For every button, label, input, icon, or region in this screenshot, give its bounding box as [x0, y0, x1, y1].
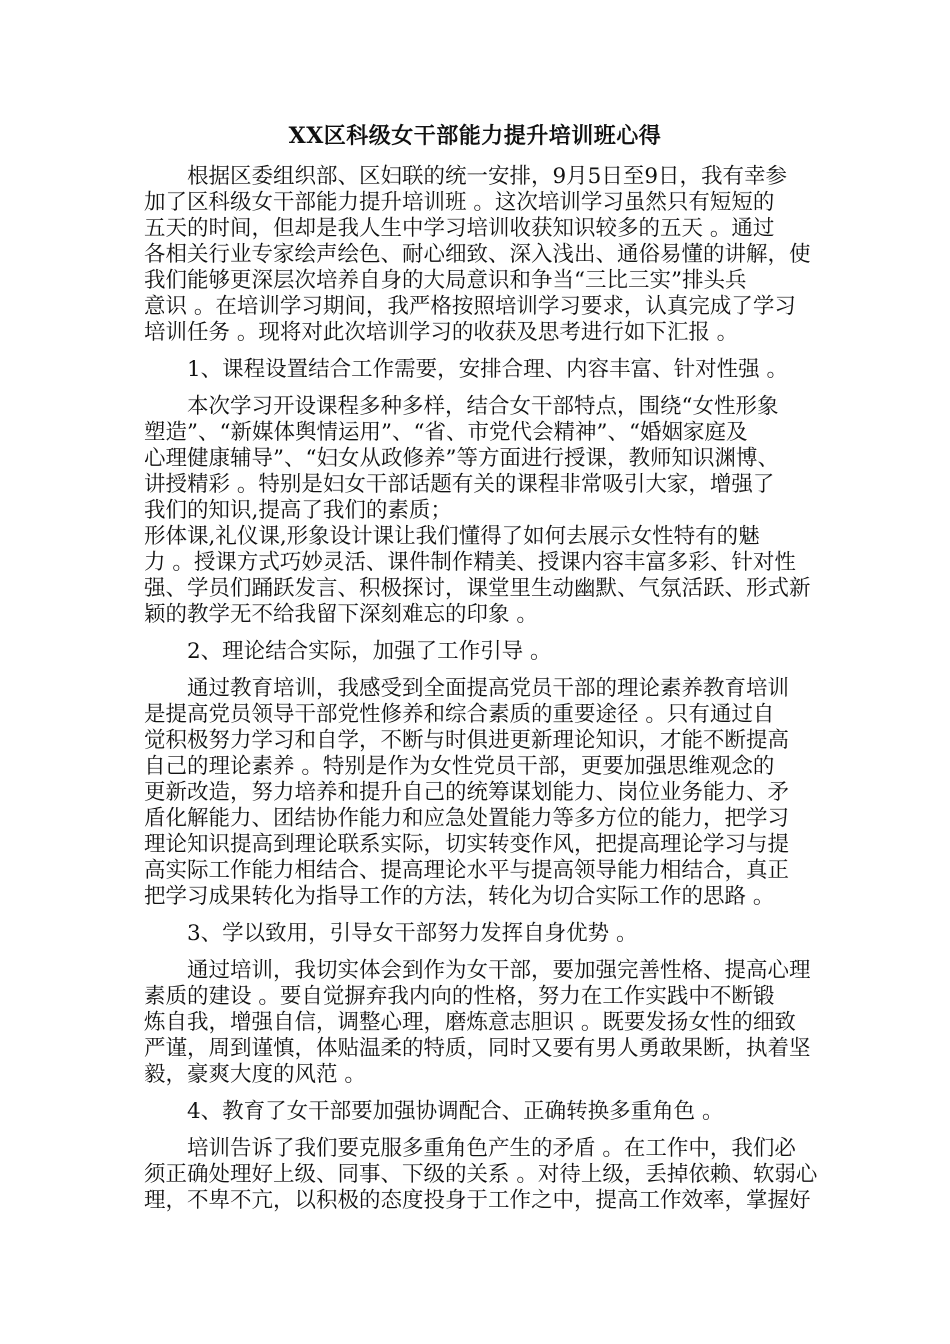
text-line: 盾化解能力、团结协作能力和应急处置能力等多方位的能力，把学习	[144, 806, 790, 831]
text-line: 意识 。在培训学习期间，我严格按照培训学习要求，认真完成了学习	[144, 294, 796, 319]
text-line: 把学习成果转化为指导工作的方法，转化为切合实际工作的思路 。	[144, 884, 775, 909]
document-title: XX区科级女干部能力提升培训班心得	[288, 123, 662, 149]
section-heading: 1、课程设置结合工作需要，安排合理、内容丰富、针对性强 。	[144, 357, 789, 382]
text-line: 力 。授课方式巧妙灵活、课件制作精美、授课内容丰富多彩、针对性	[144, 550, 796, 575]
text-line: 形体课,礼仪课,形象设计课让我们懂得了如何去展示女性特有的魅	[144, 524, 760, 549]
text-line: 我们能够更深层次培养自身的大局意识和争当“三比三实”排头兵	[144, 268, 747, 293]
text-line: 理，不卑不亢，以积极的态度投身于工作之中，提高工作效率，掌握好	[144, 1188, 811, 1213]
text-line: 加了区科级女干部能力提升培训班 。这次培训学习虽然只有短短的	[144, 190, 775, 215]
text-line: 毅，豪爽大度的风范 。	[144, 1062, 366, 1087]
text-line: 炼自我，增强自信，调整心理，磨炼意志胆识 。既要发扬女性的细致	[144, 1010, 796, 1035]
text-line: 理论知识提高到理论联系实际，切实转变作风，把提高理论学习与提	[144, 832, 790, 857]
text-line: 严谨，周到谨慎，体贴温柔的特质，同时又要有男人勇敢果断，执着坚	[144, 1036, 811, 1061]
text-line: 塑造”、“新媒体舆情运用”、“省、市党代会精神”、“婚姻家庭及	[144, 420, 748, 445]
text-line: 颖的教学无不给我留下深刻难忘的印象 。	[144, 602, 538, 627]
section-heading: 4、教育了女干部要加强协调配合、正确转换多重角色 。	[144, 1099, 724, 1124]
text-line: 讲授精彩 。特别是妇女干部话题有关的课程非常吸引大家，增强了	[144, 472, 775, 497]
text-line: 须正确处理好上级、同事、下级的关系 。对待上级，丢掉依赖、软弱心	[144, 1162, 818, 1187]
text-line: 强、学员们踊跃发言、积极探讨，课堂里生动幽默、气氛活跃、形式新	[144, 576, 811, 601]
text-line: 五天的时间，但却是我人生中学习培训收获知识较多的五天 。通过	[144, 216, 775, 241]
text-line: 通过培训，我切实体会到作为女干部，要加强完善性格、提高心理	[144, 958, 811, 983]
text-line: 各相关行业专家绘声绘色、耐心细致、深入浅出、通俗易懂的讲解，使	[144, 242, 811, 267]
text-line: 高实际工作能力相结合、提高理论水平与提高领导能力相结合，真正	[144, 858, 790, 883]
text-line: 更新改造，努力培养和提升自己的统筹谋划能力、岗位业务能力、矛	[144, 780, 790, 805]
text-line: 我们的知识,提高了我们的素质；	[144, 498, 452, 523]
section-heading: 2、理论结合实际，加强了工作引导 。	[144, 639, 552, 664]
text-line: 培训任务 。现将对此次培训学习的收获及思考进行如下汇报 。	[144, 320, 739, 345]
text-line: 心理健康辅导”、“妇女从政修养”等方面进行授课，教师知识渊博、	[144, 446, 779, 471]
text-line: 本次学习开设课程多种多样，结合女干部特点，围绕“女性形象	[144, 394, 779, 419]
text-line: 觉积极努力学习和自学，不断与时俱进更新理论知识，才能不断提高	[144, 728, 790, 753]
text-line: 素质的建设 。要自觉摒弃我内向的性格，努力在工作实践中不断锻	[144, 984, 775, 1009]
section-heading: 3、学以致用，引导女干部努力发挥自身优势 。	[144, 921, 638, 946]
text-line: 自己的理论素养 。特别是作为女性党员干部，更要加强思维观念的	[144, 754, 775, 779]
text-line: 根据区委组织部、区妇联的统一安排，9月5日至9日，我有幸参	[144, 164, 788, 189]
text-line: 是提高党员领导干部党性修养和综合素质的重要途径 。只有通过自	[144, 702, 775, 727]
text-line: 通过教育培训，我感受到全面提高党员干部的理论素养教育培训	[144, 676, 790, 701]
text-line: 培训告诉了我们要克服多重角色产生的矛盾 。在工作中，我们必	[144, 1136, 796, 1161]
